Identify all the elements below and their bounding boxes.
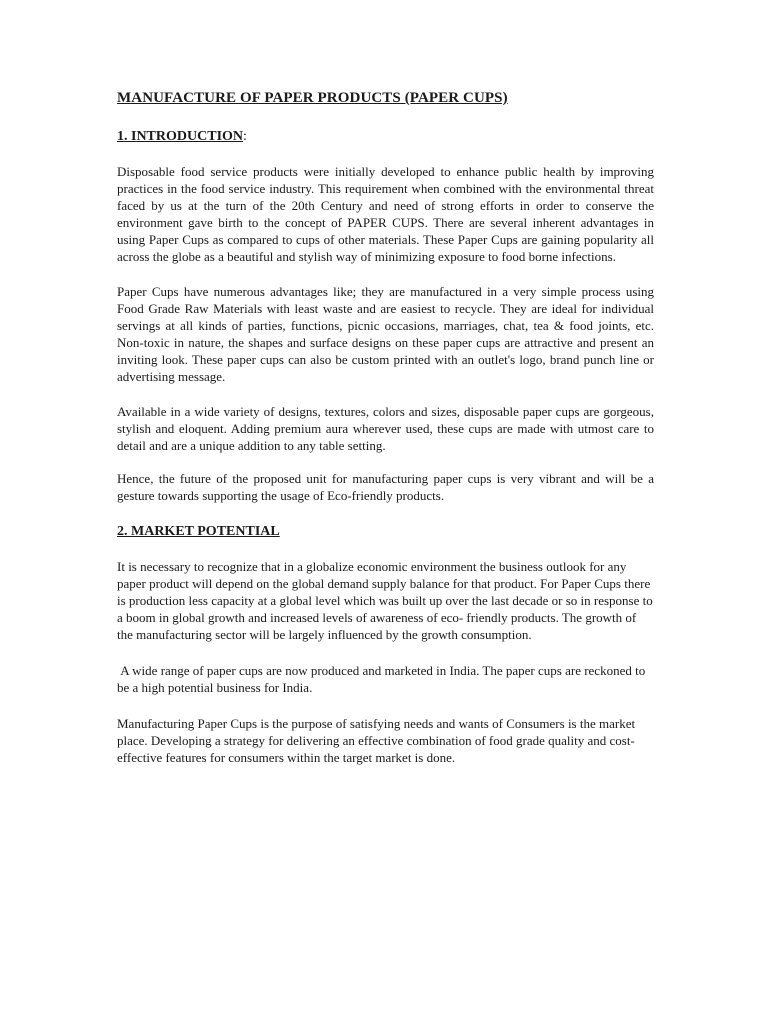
document-page [117, 90, 654, 766]
intro-paragraph-4: Hence, the future of the proposed unit for manufacturing paper cups is very vibrant and will be a gesture towards supporting the usage of Eco-friendly products. [117, 471, 654, 503]
section-heading-market-potential-text: 2. MARKET POTENTIAL [117, 524, 280, 539]
intro-paragraph-2: Paper Cups have numerous advantages like; they are manufactured in a very simple process using Food Grade Raw Materials with least waste and are easiest to recycle. They are ideal for individual servings at all kinds of parties, functions, picnic occasions, marriages, chat, tea & food joints, etc. Non-toxic in nature, the shapes and surface designs on these paper cups are attractive and present an inviting look. These paper cups can also be custom printed with an outlet's logo, brand punch line or advertising message. [117, 284, 654, 384]
market-paragraph-1: It is necessary to recognize that in a globalize economic environment the business outlook for any paper product will depend on the global demand supply balance for that product. For Paper Cups there is production less capacity at a global level which was built up over the last decade or so in response to a boom in global growth and increased levels of awareness of eco- friendly products. The growth of the manufacturing sector will be largely influenced by the growth consumption. [117, 559, 653, 642]
intro-paragraph-3: Available in a wide variety of designs, textures, colors and sizes, disposable paper cups are gorgeous, stylish and eloquent. Adding premium aura wherever used, these cups are made with utmost care to detail and are a unique addition to any table setting. [117, 404, 654, 453]
section-heading-introduction [117, 129, 654, 145]
section-heading-market-potential [117, 524, 654, 540]
document-title: MANUFACTURE OF PAPER PRODUCTS (PAPER CUPS) [117, 90, 508, 106]
intro-paragraph-1: Disposable food service products were initially developed to enhance public health by improving practices in the food service industry. This requirement when combined with the environmental threat faced by us at the turn of the 20th Century and need of strong efforts in order to conserve the environment gave birth to the concept of PAPER CUPS. There are several inherent advantages in using Paper Cups as compared to cups of other materials. These Paper Cups are gaining popularity all across the globe as a beautiful and stylish way of minimizing exposure to food borne infections. [117, 164, 654, 264]
market-paragraph-2: A wide range of paper cups are now produced and marketed in India. The paper cups are reckoned to be a high potential business for India. [117, 663, 649, 695]
market-paragraph-3: Manufacturing Paper Cups is the purpose of satisfying needs and wants of Consumers is the market place. Developing a strategy for delivering an effective combination of food grade quality and cost-effective features for consumers within the target market is done. [117, 716, 636, 765]
section-heading-introduction-text: 1. INTRODUCTION [117, 129, 244, 144]
section-heading-introduction-colon: : [243, 129, 247, 144]
